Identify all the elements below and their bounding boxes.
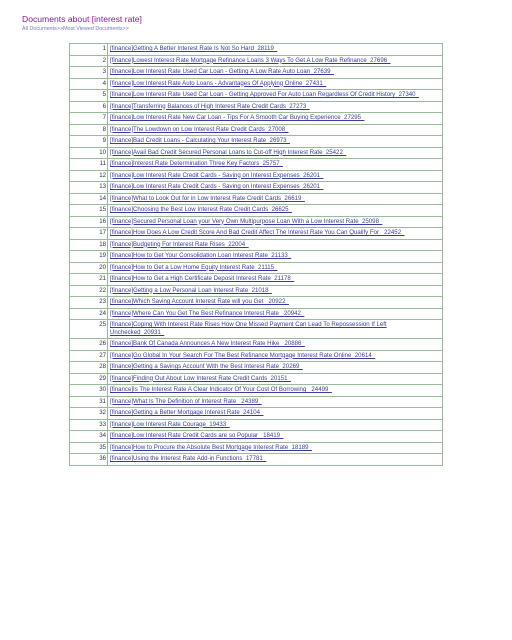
table-row bbox=[70, 228, 443, 240]
row-number: 18 bbox=[70, 239, 108, 251]
table-row bbox=[70, 67, 443, 79]
table-row bbox=[70, 159, 443, 171]
document-link[interactable]: [finance]How to Get Your Consolidation Loan Interest Rate_21133_ bbox=[110, 252, 292, 259]
table-row bbox=[70, 55, 443, 67]
row-number: 21 bbox=[70, 274, 108, 286]
document-link[interactable]: [finance]Low Interest Rate New Car Loan - Tips For A Smooth Car Buying Experience_27295_ bbox=[110, 114, 365, 121]
document-link[interactable]: [finance]What to Look Out for in Low Interest Rate Credit Cards_26619_ bbox=[110, 194, 305, 202]
document-link[interactable]: [finance]Is The Interest Rate A Clear Indicator Of Your Cost Of Borrowing _24499_ bbox=[110, 386, 332, 393]
document-cell bbox=[108, 362, 443, 374]
document-link[interactable]: [finance]Coping With Interest Rate Rises How One Missed Payment Can Lead To Repossession If Left Unchecked_20931_ bbox=[110, 321, 387, 336]
row-number: 16 bbox=[70, 216, 108, 228]
row-number: 33 bbox=[70, 419, 108, 431]
table-row bbox=[70, 362, 443, 374]
document-link[interactable]: [finance]Secured Personal Loan your Very Own Multipurpose Loan With a Low Interest Rate_25098_ bbox=[110, 217, 383, 225]
breadcrumb-trailing-separator: >> bbox=[122, 26, 129, 32]
document-cell bbox=[108, 182, 443, 194]
table-row bbox=[70, 124, 443, 136]
document-cell bbox=[108, 55, 443, 67]
document-cell bbox=[108, 251, 443, 263]
document-link[interactable]: [finance]How to Get a High Certificate Deposit Interest Rate_21178_ bbox=[110, 275, 295, 282]
row-number: 19 bbox=[70, 251, 108, 263]
table-row bbox=[70, 285, 443, 297]
document-link[interactable]: [finance]Low Interest Rate Auto Loans - Advantages Of Applying Online_27431_ bbox=[110, 79, 327, 87]
document-cell bbox=[108, 297, 443, 309]
document-cell bbox=[108, 442, 443, 454]
row-number: 5 bbox=[70, 90, 108, 102]
table-row bbox=[70, 350, 443, 362]
document-cell bbox=[108, 274, 443, 286]
table-row bbox=[70, 396, 443, 408]
table-row bbox=[70, 147, 443, 159]
document-link[interactable]: [finance]Where Can You Get The Best Refinance Interest Rate _20942_ bbox=[110, 309, 305, 317]
document-link[interactable]: [finance]Avail Bad Credit Secured Personal Loans to Cut-off High Interest Rate_25422_ bbox=[110, 148, 347, 156]
row-number: 29 bbox=[70, 373, 108, 385]
row-number: 1 bbox=[70, 44, 108, 56]
document-cell bbox=[108, 170, 443, 182]
document-link[interactable]: [finance]Getting a Savings Account With the Best Interest Rate_20269_ bbox=[110, 363, 303, 370]
document-cell bbox=[108, 113, 443, 125]
document-cell bbox=[108, 205, 443, 217]
documents-table-body bbox=[70, 44, 443, 466]
document-cell bbox=[108, 239, 443, 251]
document-link[interactable]: [finance]Transferring Balances of High Interest Rate Credit Cards_27273_ bbox=[110, 102, 310, 110]
document-cell bbox=[108, 408, 443, 420]
document-link[interactable]: [finance]Lowest Interest Rate Mortgage Refinance Loans 3 Ways To Get A Low Rate Refinance_27696_ bbox=[110, 56, 391, 64]
row-number: 10 bbox=[70, 147, 108, 159]
document-link[interactable]: [finance]What Is The Definition of Interest Rate _24389_ bbox=[110, 397, 262, 405]
document-cell bbox=[108, 147, 443, 159]
row-number: 25 bbox=[70, 320, 108, 339]
document-link[interactable]: [finance]Getting a Better Mortgage Interest Rate_24104_ bbox=[110, 409, 264, 416]
document-link[interactable]: [finance]How to Procure the Absolute Best Mortgage Interest Rate_18189_ bbox=[110, 443, 312, 451]
document-cell bbox=[108, 308, 443, 320]
row-number: 15 bbox=[70, 205, 108, 217]
breadcrumb bbox=[22, 26, 129, 32]
row-number: 3 bbox=[70, 67, 108, 79]
document-cell bbox=[108, 78, 443, 90]
table-row bbox=[70, 373, 443, 385]
table-row bbox=[70, 251, 443, 263]
document-link[interactable]: [finance]Low Interest Rate Used Car Loan - Getting A Low Rate Auto Loan_27639_ bbox=[110, 68, 334, 75]
row-number: 24 bbox=[70, 308, 108, 320]
row-number: 4 bbox=[70, 78, 108, 90]
document-cell bbox=[108, 44, 443, 56]
table-row bbox=[70, 454, 443, 466]
document-cell bbox=[108, 339, 443, 351]
table-row bbox=[70, 308, 443, 320]
table-row bbox=[70, 442, 443, 454]
row-number: 28 bbox=[70, 362, 108, 374]
table-row bbox=[70, 44, 443, 56]
document-link[interactable]: [finance]Low Interest Rate Credit Cards are so Popular _18419_ bbox=[110, 432, 284, 439]
table-row bbox=[70, 78, 443, 90]
document-cell bbox=[108, 193, 443, 205]
document-link[interactable]: [finance]Getting A Better Interest Rate Is Not So Hard_28119_ bbox=[110, 45, 278, 52]
row-number: 26 bbox=[70, 339, 108, 351]
row-number: 14 bbox=[70, 193, 108, 205]
row-number: 32 bbox=[70, 408, 108, 420]
document-cell bbox=[108, 90, 443, 102]
row-number: 2 bbox=[70, 55, 108, 67]
table-row bbox=[70, 170, 443, 182]
document-cell bbox=[108, 385, 443, 397]
breadcrumb-all-documents-link[interactable]: All Documents bbox=[22, 26, 57, 32]
document-cell bbox=[108, 228, 443, 240]
document-cell bbox=[108, 350, 443, 362]
table-row bbox=[70, 320, 443, 339]
document-link[interactable]: [finance]Low Interest Rate Used Car Loan - Getting Approved For Auto Loan Regardless Of Credit History_27340_ bbox=[110, 91, 419, 98]
document-link[interactable]: [finance]Budgeting For Interest Rate Rises_22004_ bbox=[110, 240, 249, 248]
document-cell bbox=[108, 67, 443, 79]
document-cell bbox=[108, 159, 443, 171]
table-row bbox=[70, 113, 443, 125]
row-number: 8 bbox=[70, 124, 108, 136]
document-link[interactable]: [finance]Finding Out About Low Interest Rate Credit Cards_20151_ bbox=[110, 374, 291, 382]
row-number: 6 bbox=[70, 101, 108, 113]
document-cell bbox=[108, 320, 443, 339]
document-cell bbox=[108, 101, 443, 113]
table-row bbox=[70, 182, 443, 194]
table-row bbox=[70, 385, 443, 397]
row-number: 17 bbox=[70, 228, 108, 240]
document-link[interactable]: [finance]Interest Rate Determination Three Key Factors_25757_ bbox=[110, 160, 283, 167]
document-cell bbox=[108, 285, 443, 297]
page-title[interactable]: Documents about [interest rate] bbox=[22, 14, 142, 24]
table-row bbox=[70, 239, 443, 251]
breadcrumb-separator: >> bbox=[56, 26, 64, 32]
table-row bbox=[70, 339, 443, 351]
document-cell bbox=[108, 419, 443, 431]
table-row bbox=[70, 136, 443, 148]
document-link[interactable]: [finance]The Lowdown on Low Interest Rate Credit Cards_27008_ bbox=[110, 125, 289, 133]
table-row bbox=[70, 431, 443, 443]
document-cell bbox=[108, 396, 443, 408]
table-row bbox=[70, 297, 443, 309]
document-link[interactable]: [finance]Low Interest Rate Credit Cards - Saving on Interest Expenses_26201_ bbox=[110, 183, 324, 190]
table-row bbox=[70, 419, 443, 431]
row-number: 36 bbox=[70, 454, 108, 466]
table-row bbox=[70, 408, 443, 420]
document-link[interactable]: [finance]How Does A Low Credit Score And Bad Credit Affect The Interest Rate You Can Qualify For _22452_ bbox=[110, 229, 405, 236]
row-number: 11 bbox=[70, 159, 108, 171]
row-number: 7 bbox=[70, 113, 108, 125]
document-cell bbox=[108, 262, 443, 274]
table-row bbox=[70, 274, 443, 286]
document-cell bbox=[108, 216, 443, 228]
row-number: 22 bbox=[70, 285, 108, 297]
row-number: 23 bbox=[70, 297, 108, 309]
document-link[interactable]: [finance]Which Saving Account Interest Rate will you Get _20922_ bbox=[110, 298, 289, 305]
table-row bbox=[70, 216, 443, 228]
document-link[interactable]: [finance]Bank Of Canada Announces A New Interest Rate Hike _20886_ bbox=[110, 340, 305, 347]
table-row bbox=[70, 101, 443, 113]
row-number: 30 bbox=[70, 385, 108, 397]
row-number: 12 bbox=[70, 170, 108, 182]
document-cell bbox=[108, 136, 443, 148]
row-number: 13 bbox=[70, 182, 108, 194]
row-number: 34 bbox=[70, 431, 108, 443]
document-link[interactable]: [finance]Choosing the Best Low Interest Rate Credit Cards_26625_ bbox=[110, 206, 292, 213]
table-row bbox=[70, 262, 443, 274]
document-link[interactable]: [finance]Bad Credit Loans - Calculating Your Interest Rate_26973_ bbox=[110, 137, 290, 144]
document-link[interactable]: [finance]Getting a Low Personal Loan Interest Rate_21018_ bbox=[110, 286, 272, 294]
documents-table bbox=[69, 43, 443, 466]
row-number: 20 bbox=[70, 262, 108, 274]
breadcrumb-most-viewed-link[interactable]: Most Viewed Documents bbox=[63, 26, 123, 32]
document-link[interactable]: [finance]Using the Interest Rate Add-in Functions_17781_ bbox=[110, 455, 267, 462]
document-cell bbox=[108, 373, 443, 385]
row-number: 35 bbox=[70, 442, 108, 454]
document-link[interactable]: [finance]Go Global In Your Search For The Best Refinance Mortgage Interest Rate Online_20614_ bbox=[110, 351, 376, 359]
document-link[interactable]: [finance]Low Interest Rate Credit Cards - Saving on Interest Expenses_26201_ bbox=[110, 171, 324, 179]
document-link[interactable]: [finance]Low Interest Rate Courage_19433_ bbox=[110, 420, 230, 428]
table-row bbox=[70, 205, 443, 217]
document-cell bbox=[108, 431, 443, 443]
row-number: 27 bbox=[70, 350, 108, 362]
document-cell bbox=[108, 124, 443, 136]
document-link[interactable]: [finance]How to Get a Low Home Equity Interest Rate_21115_ bbox=[110, 263, 278, 271]
table-row bbox=[70, 90, 443, 102]
row-number: 31 bbox=[70, 396, 108, 408]
row-number: 9 bbox=[70, 136, 108, 148]
table-row bbox=[70, 193, 443, 205]
document-cell bbox=[108, 454, 443, 466]
